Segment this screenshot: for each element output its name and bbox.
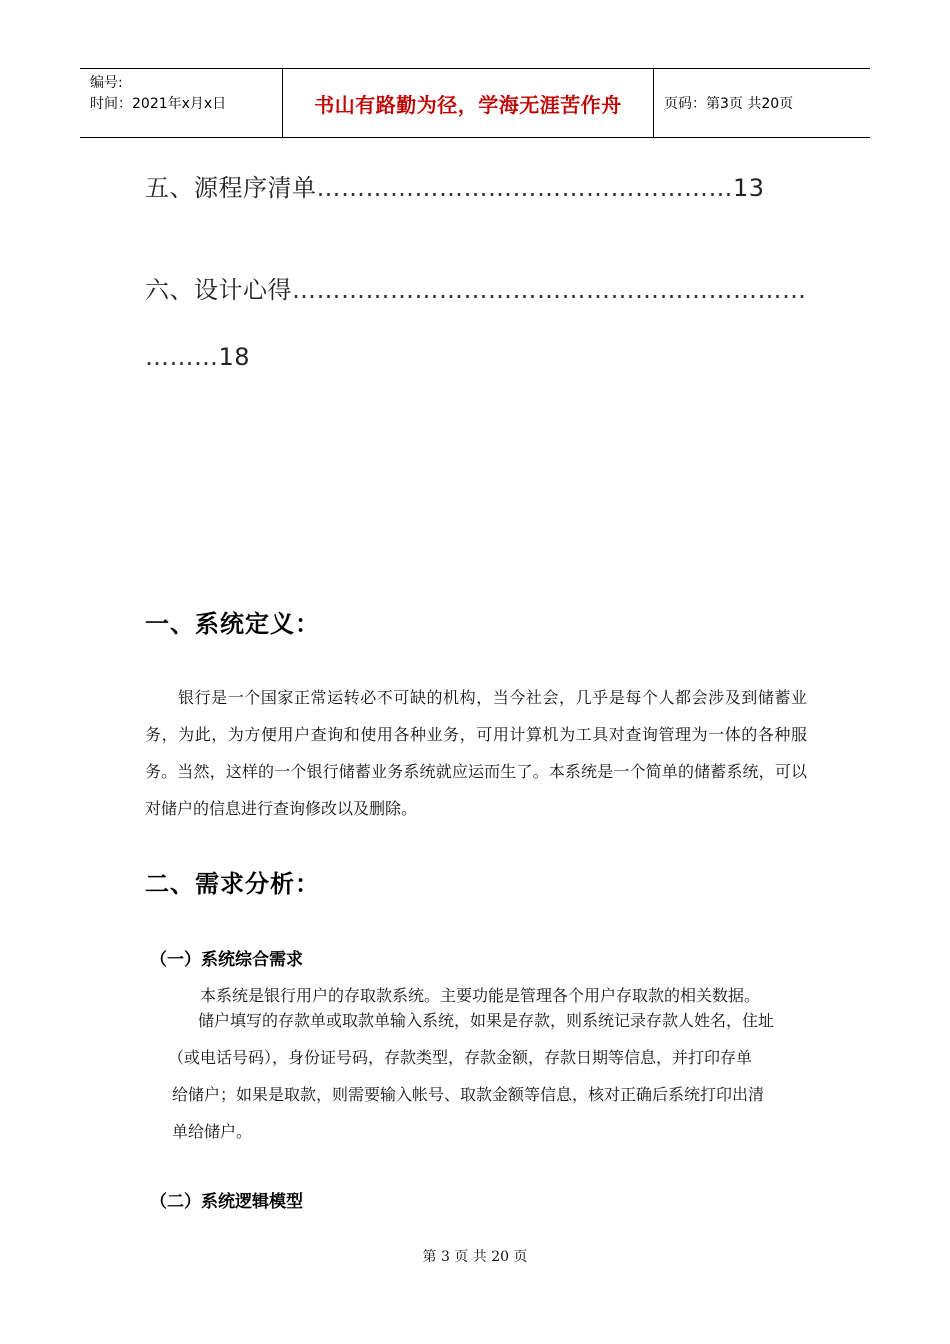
header-motto: 书山有路勤为径，学海无涯苦作舟	[314, 92, 622, 117]
toc-entry-label: 六、设计心得	[145, 276, 292, 304]
toc-leader-dots: ……………………………………………	[316, 174, 733, 202]
subsection-title: （二）系统逻辑模型	[150, 1192, 303, 1212]
paragraph-line: 本系统是银行用户的存取款系统。主要功能是管理各个用户存取款的相关数据。	[200, 986, 761, 1005]
toc-entry-source-listing	[145, 168, 765, 203]
page-header	[80, 68, 870, 138]
toc-leader-dots: ………	[145, 343, 219, 371]
paragraph-line: 储户填写的存款单或取款单输入系统，如果是存款，则系统记录存款人姓名，住址	[198, 1011, 775, 1030]
paragraph-line: （或电话号码），身份证号码，存款类型，存款金额，存款日期等信息，并打印存单	[168, 1048, 753, 1067]
number-label: 编号:	[90, 75, 123, 91]
paragraph-line: 单给储户。	[172, 1122, 253, 1141]
subsection-title: （一）系统综合需求	[150, 950, 303, 970]
header-meta	[80, 69, 282, 137]
toc-leader-dots: ………………………………………………………	[292, 276, 807, 304]
toc-page-number: 13	[733, 174, 765, 202]
toc-page-number: 18	[218, 343, 251, 371]
section-title: 二、需求分析：	[145, 869, 320, 898]
header-motto-cell	[282, 69, 654, 137]
section-title: 一、系统定义：	[145, 609, 320, 638]
section-body: 银行是一个国家正常运转必不可缺的机构，当今社会，几乎是每个人都会涉及到储蓄业务，为此，为方便用户查询和使用各种业务，可用计算机为工具对查询管理为一体的各种服务。当然，这样的一个银行储蓄业务系统就应运而生了。本系统是一个简单的储蓄系统，可以对储户的信息进行查询修改以及删除。	[145, 688, 807, 818]
toc-entry-label: 五、源程序清单	[145, 174, 317, 202]
toc-entry-design-notes	[145, 270, 807, 305]
page-footer: 第 3 页 共 20 页	[422, 1249, 528, 1265]
time-label: 时间：2021年x月x日	[90, 96, 227, 112]
header-page-cell	[654, 69, 870, 137]
toc-entry-continuation	[145, 343, 250, 371]
paragraph-line: 给储户；如果是取款，则需要输入帐号、取款金额等信息，核对正确后系统打印出清	[172, 1085, 765, 1104]
header-page-label: 页码：第3页 共20页	[664, 96, 794, 112]
